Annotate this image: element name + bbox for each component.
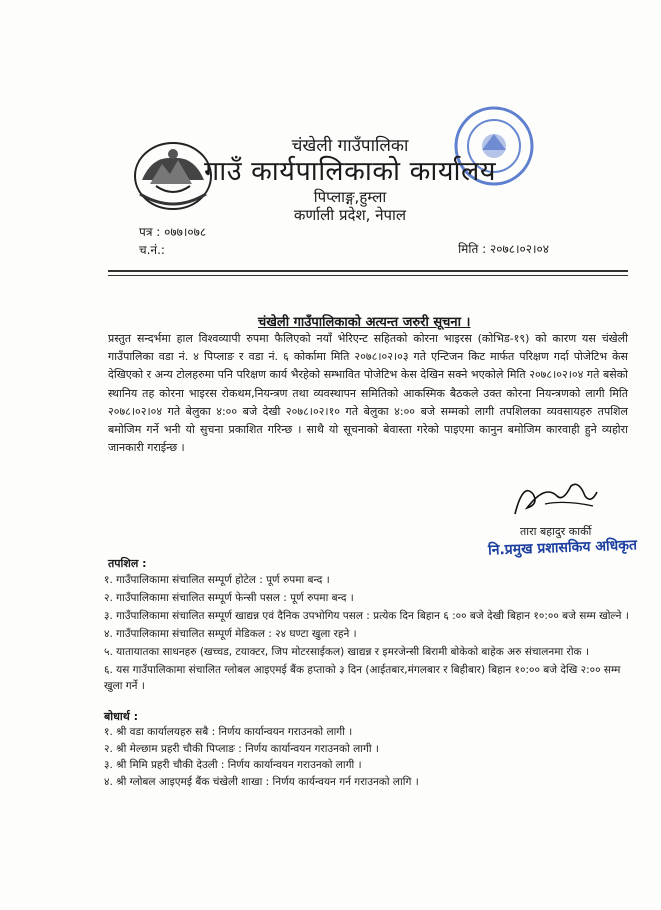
- letter-reference-number: पत्र : ०७७।०७८: [139, 225, 207, 239]
- list-item: ६. यस गाउँपालिकामा संचालित ग्लोबल आइएमई बैंक हप्ताको ३ दिन (आईतबार,मंगलबार र बिहीबार) बिहान १०:०० बजे देखि २:०० सम्म खुला गर्ने ।: [104, 664, 621, 692]
- office-province: कर्णाली प्रदेश, नेपाल: [293, 206, 407, 224]
- list-item: ३. गाउँपालिकामा संचालित सम्पूर्ण खाद्यन्न एवं दैनिक उपभोगिय पसल : प्रत्येक दिन बिहान ६ :०० बजे देखी बिहान १०:०० बजे सम्म खोल्ने ।: [104, 610, 629, 622]
- office-name: गाउँ कार्यपालिकाको कार्यालय: [204, 156, 496, 187]
- cc-heading: बोधार्थ :: [104, 710, 139, 723]
- list-item: १. श्री वडा कार्यालयहरु सबै : निर्णय कार्यान्वयन गराउनको लागी ।: [104, 726, 353, 738]
- details-list: [104, 572, 632, 696]
- office-location: पिप्लाङ्ग,हुम्ला: [313, 188, 387, 206]
- letter-date: मिति : २०७८।०२।०४: [458, 242, 549, 256]
- header-divider: [108, 270, 628, 272]
- signature-icon: [505, 474, 605, 520]
- notice-title: चंखेली गाउँपालिकाको अत्यन्त जरुरी सूचना ।: [258, 315, 471, 330]
- details-heading: तपशिल :: [108, 557, 147, 570]
- dispatch-number: च.नं.:: [139, 243, 165, 257]
- list-item: २. श्री मेल्छाम प्रहरी चौकी पिप्लाङ : निर्णय कार्यान्वयन गराउनको लागी ।: [104, 742, 379, 755]
- list-item: १. गाउँपालिकामा संचालित सम्पूर्ण होटेल : पूर्ण रुपमा बन्द ।: [104, 574, 330, 586]
- signatory-name: तारा बहादुर कार्की: [520, 525, 592, 538]
- list-item: २. गाउँपालिकामा संचालित सम्पूर्ण फेन्सी पसल : पूर्ण रुपमा बन्द ।: [104, 592, 354, 604]
- signatory-title-stamp: नि.प्रमुख प्रशासकिय अधिकृत: [487, 537, 638, 559]
- list-item: ४. श्री ग्लोबल आइएमई बैंक चंखेली शाखा : निर्णय कार्यन्वयन गर्न गराउनको लागि ।: [104, 775, 419, 788]
- notice-body: प्रस्तुत सन्दर्भमा हाल विश्वव्यापी रुपमा फैलिएको नयाँ भेरिएन्ट सहितको कोरना भाइरस (कोभिड-१९) को कारण यस चंखेली गाउँपालिका वडा नं. ४ पिप्लाङ र वडा नं. ६ कोर्कामा मिति २०७८।०२।०३ गते एन्टिजन किट मार्फत परिक्षण गर्दा पोजेटिभ केस देखिएको र अन्य टोलहरुमा पनि परिक्षण कार्य भैरहेको सम्भावित पोजेटिभ केस देखिन सक्ने भएकोले मिति २०७८।०२।०४ गते बसेको स्थानिय तह कोरना भाइरस रोकथम,नियन्त्रण तथा व्यवस्थापन समितिको आकस्मिक बैठकले उक्त कोरना नियन्त्रणको लागी मिति २०७८।०२।०४ गते बेलुका ४:०० बजे देखी २०७८।०२।१० गते बेलुका ४:०० बजे सम्मको लागी तपशिलका व्यवसायहरु तपशिल बमोजिम गर्ने भनी यो सुचना प्रकाशित गरिन्छ । साथै यो सूचनाको बेवास्ता गरेको पाइएमा कानुन बमोजिम कारवाही हुने व्यहोरा जानकारी गराईन्छ ।: [108, 332, 628, 455]
- header-divider-thin: [108, 275, 628, 276]
- municipality-name: चंखेली गाउँपालिका: [291, 136, 409, 156]
- list-item: ३. श्री मिमि प्रहरी चौकी देउली : निर्णय कार्यान्वयन गराउनको लागी ।: [104, 759, 362, 772]
- list-item: ४. गाउँपालिकामा संचालित सम्पूर्ण मेडिकल : २४ घण्टा खुला रहने ।: [104, 628, 357, 640]
- cc-list: [104, 724, 632, 790]
- list-item: ५. यातायातका साधनहरु (खच्चड, टयाक्टर, जिप मोटरसाईकल) खाद्यन्न र इमरजेन्सी बिरामी बोकेको बाहेक अरु संचालनमा रोक ।: [104, 646, 589, 658]
